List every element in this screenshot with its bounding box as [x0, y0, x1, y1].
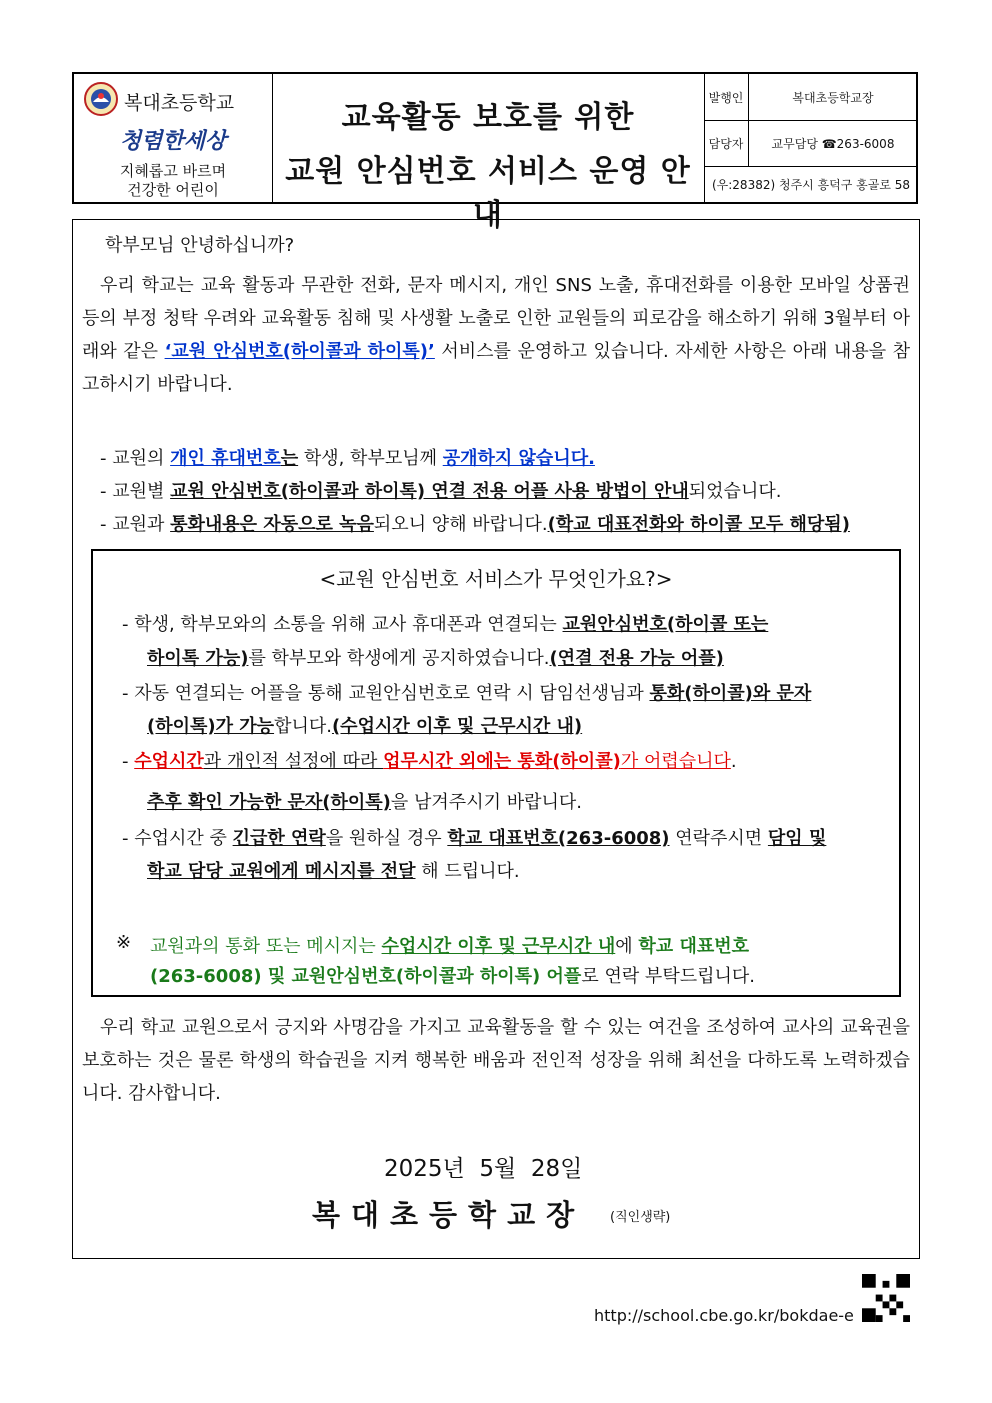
- service-name: ‘교원 안심번호(하이콜과 하이톡)’: [164, 341, 435, 362]
- box-item-4-line-2: 학교 담당 교원에게 메시지를 전달 해 드립니다.: [147, 861, 520, 882]
- title-cell: [272, 74, 705, 233]
- note-mark: ※: [116, 932, 132, 953]
- brand-logo: 청렴한세상: [119, 128, 227, 154]
- service-box-title: <교원 안심번호 서비스가 무엇인가요?>: [319, 567, 673, 591]
- contact-row: [704, 120, 918, 167]
- box-item-1-line-1: - 학생, 학부모와의 소통을 위해 교사 휴대폰과 연결되는 교원안심번호(하이콜 또는: [122, 614, 769, 635]
- issuer-row: [704, 74, 918, 121]
- qr-code-icon[interactable]: [862, 1274, 910, 1322]
- school-logo-cell: [74, 74, 273, 202]
- school-emblem-icon: [84, 82, 118, 116]
- school-url-link[interactable]: http://school.cbe.go.kr/bokdae-e: [594, 1306, 854, 1325]
- closing-paragraph: 우리 학교 교원으로서 긍지와 사명감을 가지고 교육활동을 할 수 있는 여건을 조성하여 교사의 교육권을 보호하는 것은 물론 학생의 학습권을 지켜 행복한 배움과 전인적 성장을 위해 최선을 다하도록 노력하겠습니다. 감사합니다.: [82, 1017, 910, 1104]
- box-item-3-line-1: - 수업시간과 개인적 설정에 따라 업무시간 외에는 통화(하이콜)가 어렵습니다.: [122, 751, 737, 772]
- issuer-info-cell: [704, 74, 918, 202]
- seal-note: (직인생략): [610, 1210, 671, 1225]
- greeting: 학부모님 안녕하십니까?: [105, 235, 295, 256]
- header-table: [72, 72, 918, 233]
- slogan-line-1: 지혜롭고 바르며: [119, 162, 227, 180]
- box-item-3-line-2: 추후 확인 가능한 문자(하이톡)을 남겨주시기 바랍니다.: [147, 792, 582, 813]
- intro-paragraph: 우리 학교는 교육 활동과 무관한 전화, 문자 메시지, 개인 SNS 노출, 휴대전화를 이용한 모바일 상품권 등의 부정 청탁 우려와 교육활동 침해 및 사생활 노출로 인한 교원들의 피로감을 해소하기 위해 3월부터 아래와 같은 ‘교원 안심번호(하이콜과 하이톡)’ 서비스를 운영하고 있습니다. 자세한 사항은 아래 내용을 참고하시기 바랍니다.: [82, 275, 910, 395]
- contact-label: 담당자: [704, 120, 749, 166]
- bullet-1: - 교원의 개인 휴대번호는 학생, 학부모님께 공개하지 않습니다.: [100, 448, 595, 469]
- box-item-2-line-2: (하이톡)가 가능합니다.(수업시간 이후 및 근무시간 내): [147, 716, 583, 737]
- title-line-2: 교원 안심번호 서비스 운영 안내: [285, 154, 691, 233]
- address: (우:28382) 청주시 흥덕구 홍골로 58: [711, 177, 911, 192]
- note-line-1: 교원과의 통화 또는 메시지는 수업시간 이후 및 근무시간 내에 학교 대표번호: [150, 936, 750, 957]
- bullet-3: - 교원과 통화내용은 자동으로 녹음되오니 양해 바랍니다.(학교 대표전화와 하이콜 모두 해당됨): [100, 514, 850, 535]
- title-line-1: 교육활동 보호를 위한: [341, 100, 635, 135]
- issuer-label: 발행인: [704, 74, 749, 120]
- principal-name: 복대초등학교장: [312, 1198, 586, 1232]
- issue-date: 2025년 5월 28일: [384, 1156, 583, 1182]
- note-line-2: (263-6008) 및 교원안심번호(하이콜과 하이톡) 어플로 연락 부탁드립니다.: [150, 966, 755, 987]
- contact-value: 교무담당 ☎263-6008: [771, 136, 895, 151]
- box-item-4-line-1: - 수업시간 중 긴급한 연락을 원하실 경우 학교 대표번호(263-6008) 연락주시면 담임 및: [122, 828, 827, 849]
- box-item-2-line-1: - 자동 연결되는 어플을 통해 교원안심번호로 연락 시 담임선생님과 통화(하이콜)와 문자: [122, 683, 812, 704]
- slogan-line-2: 건강한 어린이: [127, 181, 219, 199]
- school-name: 복대초등학교: [124, 92, 235, 114]
- issuer-value: 복대초등학교장: [792, 90, 874, 105]
- box-item-1-line-2: 하이톡 가능)를 학부모와 학생에게 공지하였습니다.(연결 전용 가능 어플): [147, 648, 724, 669]
- bullet-2: - 교원별 교원 안심번호(하이콜과 하이톡) 연결 전용 어플 사용 방법이 안내되었습니다.: [100, 481, 782, 502]
- address-row: [704, 166, 918, 202]
